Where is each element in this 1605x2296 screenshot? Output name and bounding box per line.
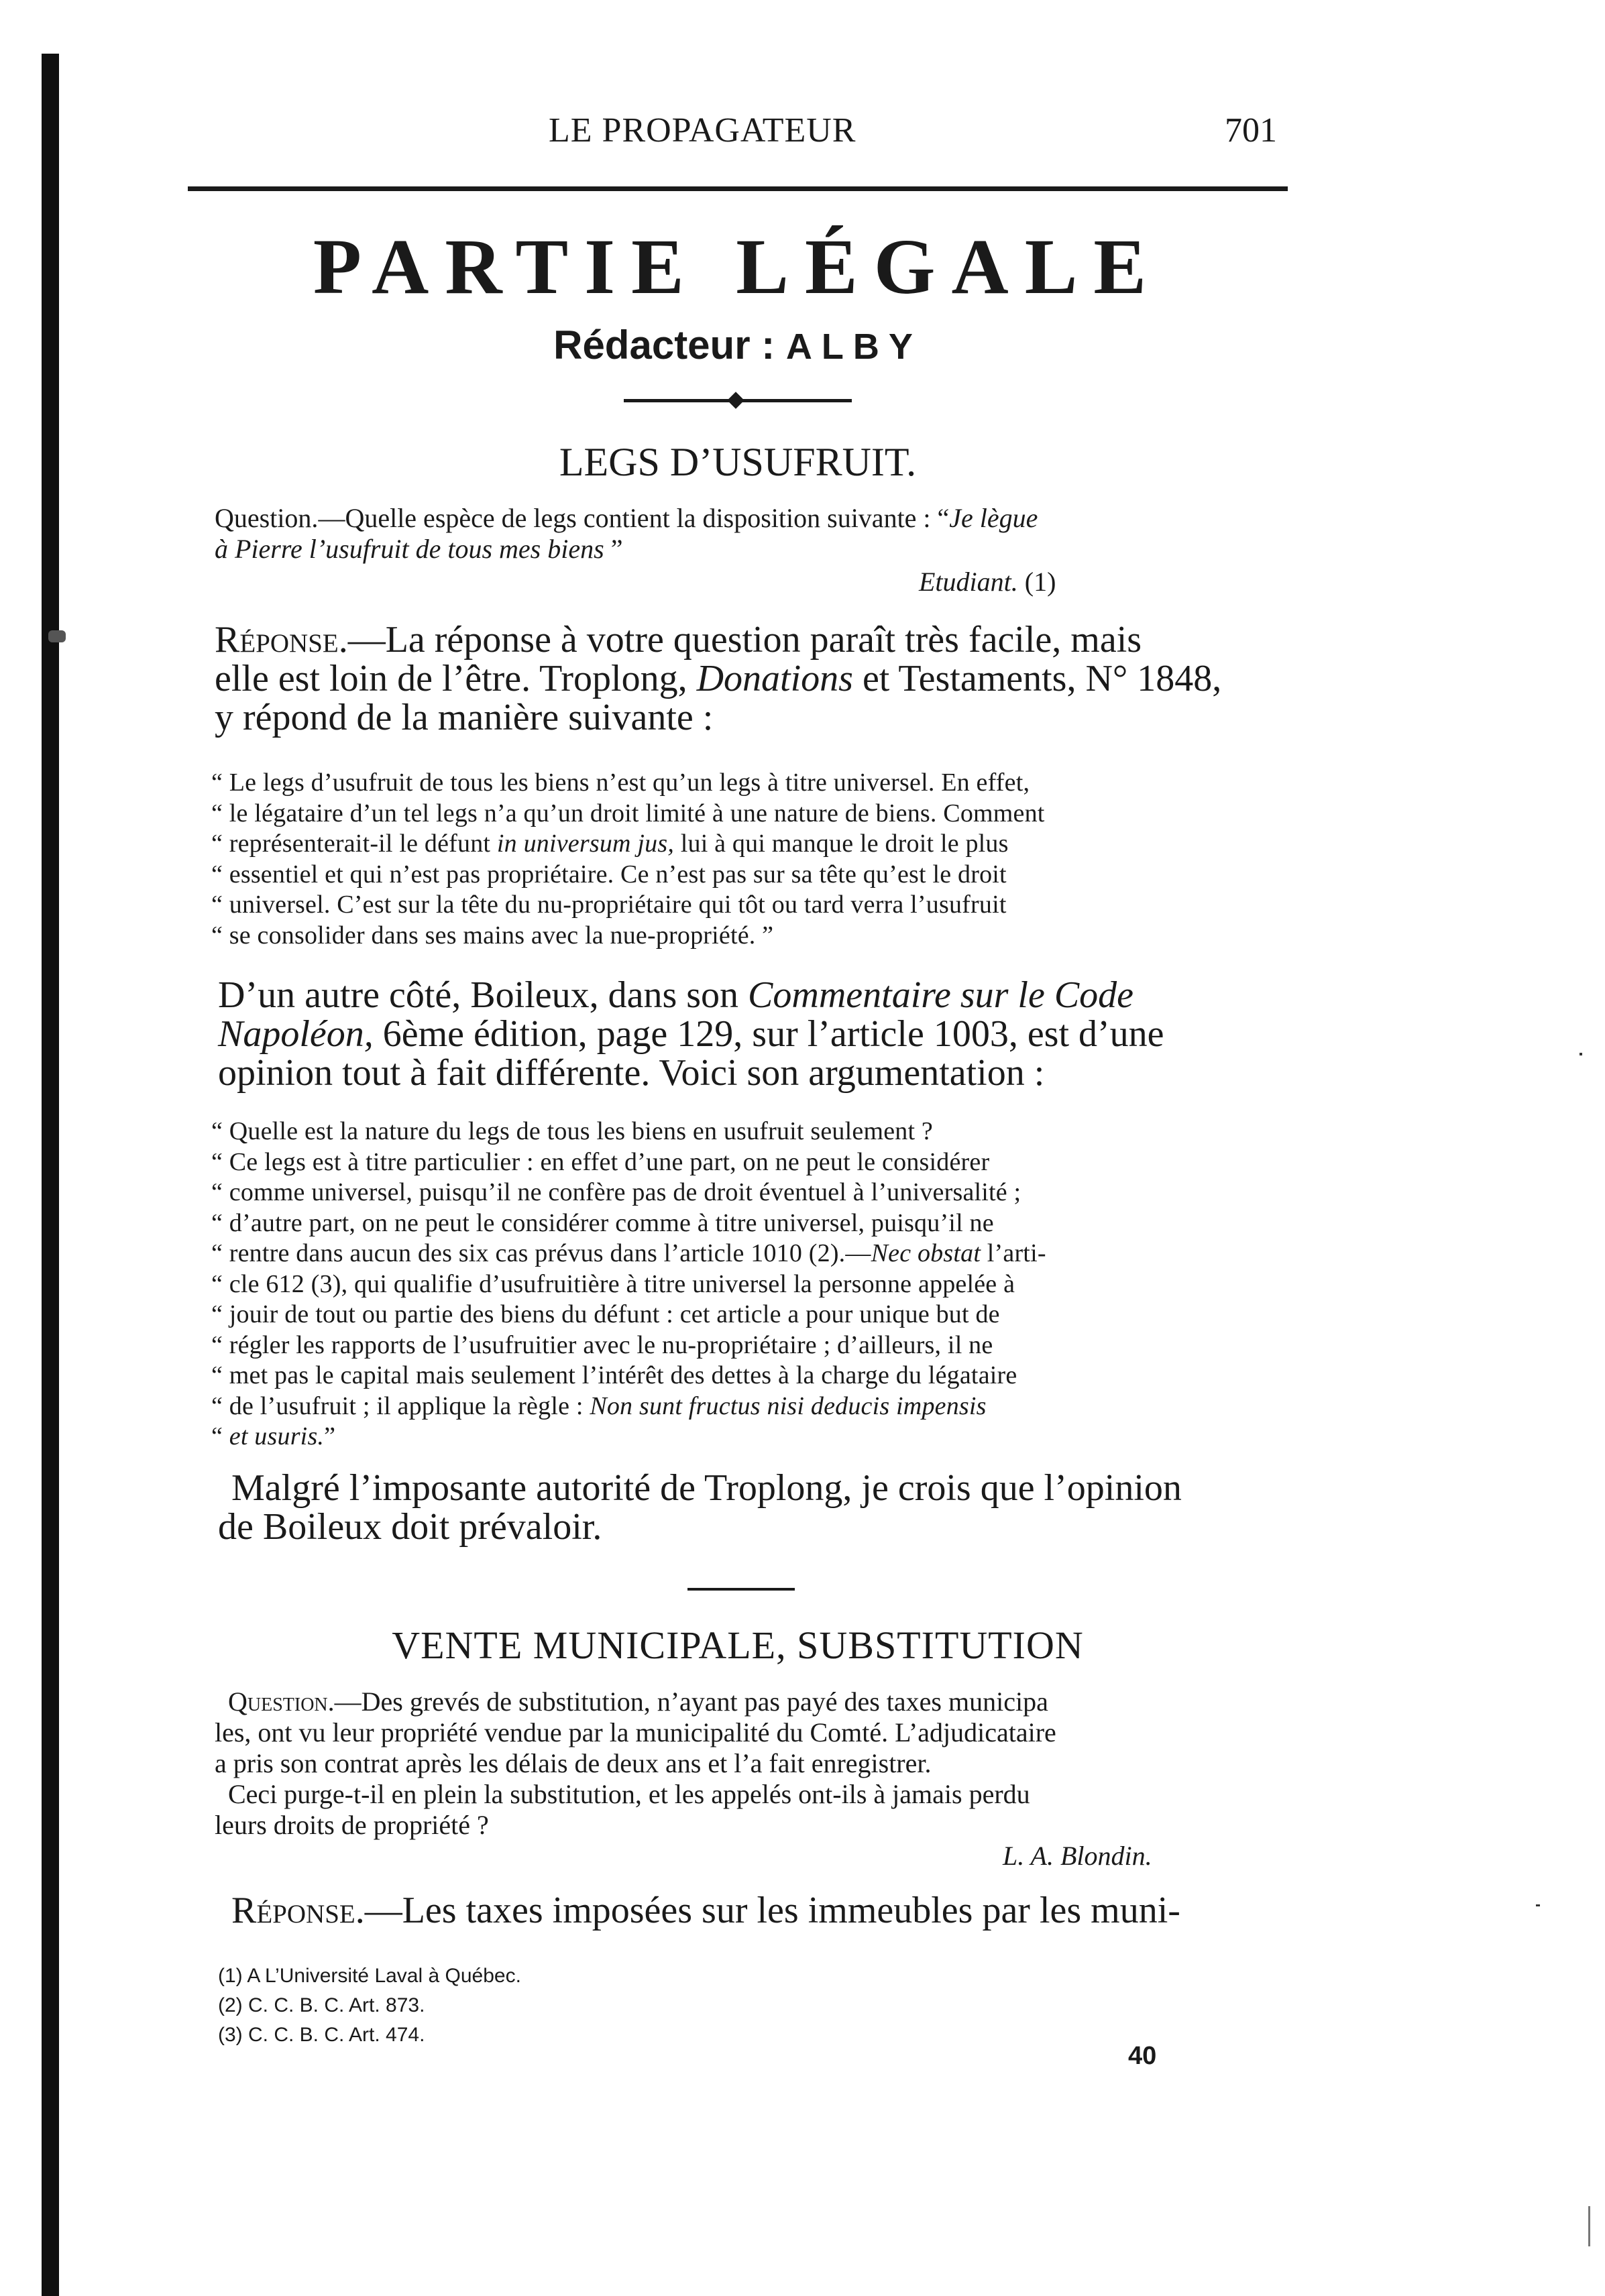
quote-line: “ cle 612 (3), qui qualifie d’usufruitière à titre universel la personne appelée à bbox=[211, 1269, 1015, 1298]
boileux-paragraph bbox=[218, 976, 1298, 1092]
author-name: Etudiant. bbox=[919, 567, 1018, 597]
quote-line: “ jouir de tout ou partie des biens du défunt : cet article a pour unique but de bbox=[211, 1300, 1000, 1328]
quote-text: lui à qui manque le droit le plus bbox=[674, 829, 1009, 858]
quote-line: “ Ce legs est à titre particulier : en effet d’une part, on ne peut le considérer bbox=[211, 1147, 990, 1176]
editor-prefix: Rédacteur : bbox=[553, 323, 775, 367]
question-text: Ceci purge-t-il en plein la substitution, et les appelés ont-ils à jamais perdu bbox=[228, 1779, 1030, 1809]
reply-label: Réponse. bbox=[231, 1890, 365, 1931]
header-rule bbox=[188, 186, 1288, 191]
quote-line: “ régler les rapports de l’usufruitier avec le nu-propriétaire ; d’ailleurs, il ne bbox=[211, 1330, 993, 1359]
question-label: Question. bbox=[215, 503, 319, 533]
reply-italic: Donations bbox=[696, 658, 853, 699]
section-title: PARTIE LÉGALE bbox=[313, 223, 1163, 310]
question-author bbox=[1003, 1841, 1152, 1872]
reply-paragraph bbox=[231, 1891, 1305, 1930]
question-close: ” bbox=[604, 534, 623, 564]
question-text: —Des grevés de substitution, n’ayant pas payé des taxes municipa bbox=[334, 1686, 1048, 1717]
quote-italic: et usuris. bbox=[229, 1422, 325, 1450]
question-quote: à Pierre l’usufruit de tous mes biens bbox=[215, 534, 604, 564]
question-text: a pris son contrat après les délais de deux ans et l’a fait enregistrer. bbox=[215, 1748, 932, 1778]
margin-speck bbox=[1536, 1904, 1540, 1906]
author-name: L. A. Blondin. bbox=[1003, 1841, 1152, 1871]
question-text: les, ont vu leur propriété vendue par la municipalité du Comté. L’adjudicataire bbox=[215, 1717, 1056, 1747]
editor-name: ALBY bbox=[785, 327, 922, 367]
running-header-title: LE PROPAGATEUR bbox=[549, 111, 856, 150]
quote-italic: in universum jus, bbox=[496, 829, 675, 858]
footnote-1: (1) A L’Université Laval à Québec. bbox=[218, 1965, 521, 1987]
quote-line: “ comme universel, puisqu’il ne confère pas de droit éventuel à l’universalité ; bbox=[211, 1178, 1021, 1206]
reply-text: —La réponse à votre question paraît très facile, mais bbox=[347, 619, 1142, 661]
ornament-diamond bbox=[727, 392, 744, 408]
quote-text: l’arti- bbox=[981, 1239, 1046, 1267]
quote-text: “ rentre dans aucun des six cas prévus dans l’article 1010 (2).— bbox=[211, 1239, 871, 1267]
margin-speck bbox=[1580, 1053, 1582, 1055]
article-title: LEGS D’USUFRUIT. bbox=[559, 440, 917, 484]
quote-troplong bbox=[211, 768, 1298, 951]
para-text: D’un autre côté, Boileux, dans son bbox=[218, 974, 749, 1016]
question-author bbox=[919, 567, 1056, 597]
para-text: 6ème édition, page 129, sur l’article 1003, est d’une bbox=[373, 1013, 1164, 1055]
question-quote: Je lègue bbox=[949, 503, 1038, 533]
para-italic: Commentaire sur le Code bbox=[748, 974, 1134, 1016]
footnote-2: (2) C. C. B. C. Art. 873. bbox=[218, 1994, 425, 2016]
margin-speck bbox=[1588, 2206, 1590, 2246]
quote-line bbox=[211, 1239, 1298, 1269]
quote-line bbox=[211, 1422, 1298, 1452]
para-italic: Napoléon, bbox=[218, 1013, 374, 1055]
quote-line: “ se consolider dans ses mains avec la nue-propriété. ” bbox=[211, 921, 774, 950]
reply-text: —Les taxes imposées sur les immeubles par les muni- bbox=[364, 1890, 1180, 1931]
quote-text: “ de l’usufruit ; il applique la règle : bbox=[211, 1391, 590, 1420]
quote-text: “ bbox=[211, 1422, 229, 1450]
quote-text: “ représenterait-il le défunt bbox=[211, 829, 497, 858]
footnotes bbox=[218, 1961, 521, 2050]
quote-line: “ met pas le capital mais seulement l’intérêt des dettes à la charge du légataire bbox=[211, 1361, 1017, 1389]
quote-line: “ Le legs d’usufruit de tous les biens n’est qu’un legs à titre universel. En effet, bbox=[211, 768, 1030, 797]
signature-mark: 40 bbox=[1128, 2042, 1157, 2070]
para-text: opinion tout à fait différente. Voici son argumentation : bbox=[218, 1052, 1045, 1094]
reply-text: et Testaments, N° 1848, bbox=[852, 658, 1222, 699]
quote-italic: Non sunt fructus nisi deducis impensis bbox=[590, 1391, 987, 1420]
footnote-ref: (1) bbox=[1024, 567, 1056, 597]
question-paragraph bbox=[215, 1686, 1301, 1841]
reply-paragraph bbox=[215, 620, 1294, 737]
quote-line: “ universel. C’est sur la tête du nu-propriétaire qui tôt ou tard verra l’usufruit bbox=[211, 891, 1007, 919]
quote-boileux bbox=[211, 1116, 1298, 1452]
reply-text: y répond de la manière suivante : bbox=[215, 697, 714, 738]
reply-label: Réponse. bbox=[215, 619, 348, 661]
quote-line: “ d’autre part, on ne peut le considérer comme à titre universel, puisqu’il ne bbox=[211, 1208, 994, 1237]
separator-rule bbox=[687, 1588, 795, 1591]
para-text: Malgré l’imposante autorité de Troplong, je crois que l’opinion bbox=[231, 1467, 1182, 1509]
page-number: 701 bbox=[1225, 111, 1277, 150]
footnote-3: (3) C. C. B. C. Art. 474. bbox=[218, 2024, 425, 2046]
quote-italic: Nec obstat bbox=[871, 1239, 981, 1267]
editor-line bbox=[355, 322, 1120, 368]
book-binding-edge bbox=[42, 54, 59, 2296]
quote-line bbox=[211, 829, 1298, 860]
quote-text: ” bbox=[324, 1422, 336, 1450]
quote-line: “ Quelle est la nature du legs de tous les biens en usufruit seulement ? bbox=[211, 1117, 933, 1145]
quote-line: “ le légataire d’un tel legs n’a qu’un droit limité à une nature de biens. Comment bbox=[211, 799, 1045, 827]
question-paragraph bbox=[215, 503, 1288, 565]
question-label: Question. bbox=[228, 1686, 335, 1717]
article-title: VENTE MUNICIPALE, SUBSTITUTION bbox=[392, 1623, 1084, 1667]
para-text: de Boileux doit prévaloir. bbox=[218, 1506, 602, 1548]
quote-line: “ essentiel et qui n’est pas propriétaire. Ce n’est pas sur sa tête qu’est le droit bbox=[211, 860, 1007, 888]
quote-line bbox=[211, 1391, 1298, 1422]
conclusion-paragraph bbox=[218, 1467, 1298, 1548]
reply-text: elle est loin de l’être. Troplong, bbox=[215, 658, 697, 699]
question-text: leurs droits de propriété ? bbox=[215, 1810, 489, 1840]
question-text: —Quelle espèce de legs contient la disposition suivante : “ bbox=[318, 503, 950, 533]
margin-speck bbox=[48, 630, 66, 642]
